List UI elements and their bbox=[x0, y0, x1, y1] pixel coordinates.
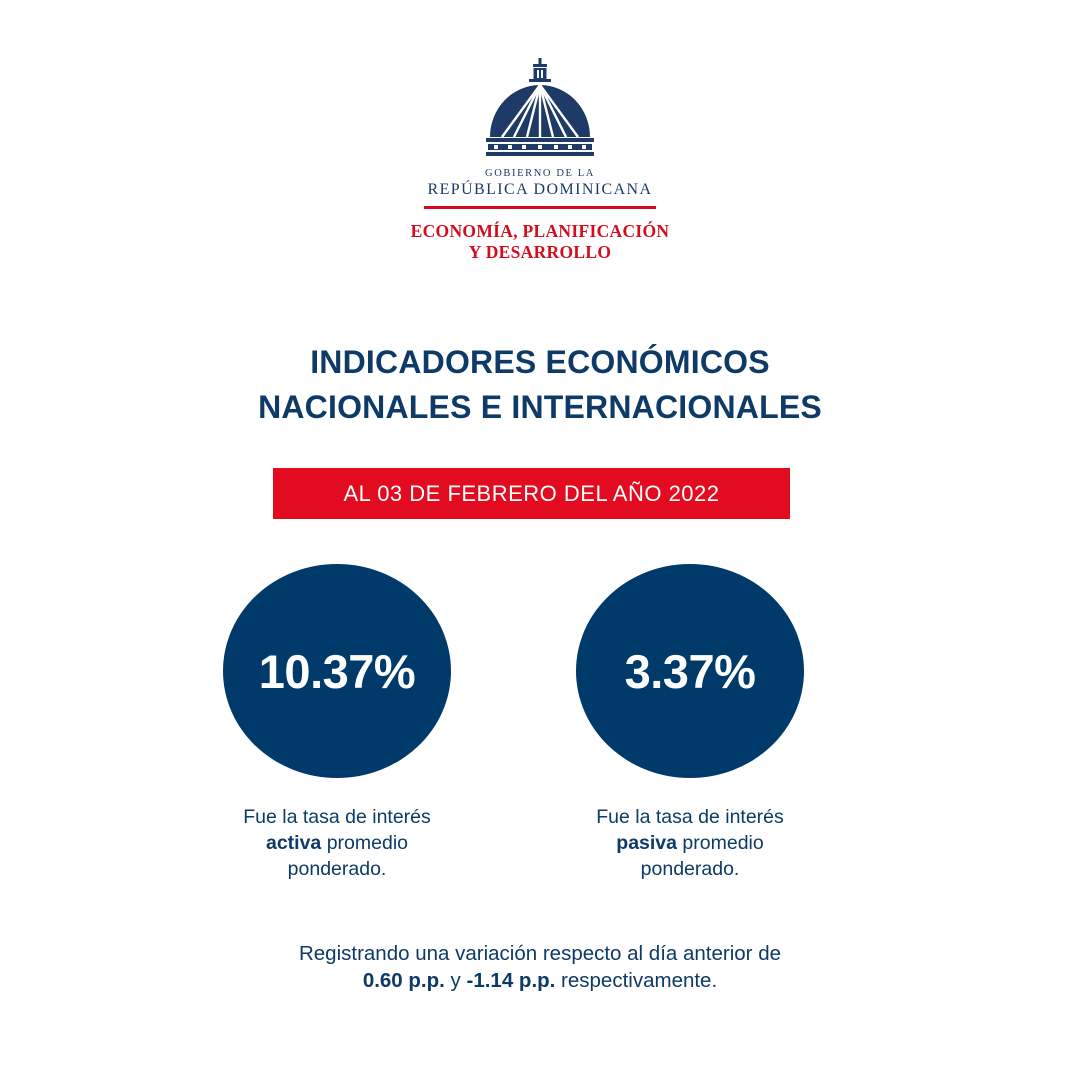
gov-name-small: GOBIERNO DE LA bbox=[485, 168, 595, 179]
logo-divider bbox=[424, 206, 656, 209]
passive-rate-circle bbox=[576, 564, 804, 778]
active-rate-value: 10.37% bbox=[258, 644, 416, 698]
variation-value-active: 0.60 p.p. bbox=[362, 969, 445, 992]
caption-line: Fue la tasa de interés bbox=[243, 806, 431, 828]
gov-name-large: REPÚBLICA DOMINICANA bbox=[427, 181, 653, 198]
variation-line-2 bbox=[0, 967, 1080, 994]
variation-tail: respectivamente. bbox=[555, 969, 718, 992]
active-rate-circle bbox=[223, 564, 451, 778]
caption-bold-term: pasiva bbox=[616, 832, 677, 854]
government-logo bbox=[0, 58, 1080, 263]
caption-bold-term: activa bbox=[265, 832, 322, 854]
variation-value-passive: -1.14 p.p. bbox=[466, 969, 556, 992]
caption-text: promedio bbox=[677, 832, 764, 854]
title-line-2: NACIONALES E INTERNACIONALES bbox=[258, 389, 822, 425]
title-line-1: INDICADORES ECONÓMICOS bbox=[310, 344, 770, 380]
caption-line: ponderado. bbox=[640, 858, 740, 880]
variation-line-1: Registrando una variación respecto al día anterior de bbox=[298, 942, 782, 965]
variation-note bbox=[0, 940, 1080, 994]
caption-line bbox=[177, 830, 497, 856]
capitol-dome-icon bbox=[486, 58, 594, 160]
date-banner: AL 03 DE FEBRERO DEL AÑO 2022 bbox=[273, 468, 790, 519]
caption-line: Fue la tasa de interés bbox=[596, 806, 784, 828]
ministry-line-1: ECONOMÍA, PLANIFICACIÓN bbox=[410, 221, 670, 241]
caption-text: promedio bbox=[321, 832, 408, 854]
active-rate-caption bbox=[177, 804, 497, 882]
caption-line: ponderado. bbox=[287, 858, 387, 880]
passive-rate-value: 3.37% bbox=[624, 644, 756, 698]
ministry-name bbox=[0, 221, 1080, 263]
variation-connector: y bbox=[444, 969, 467, 992]
ministry-line-2: Y DESARROLLO bbox=[468, 242, 612, 262]
caption-line bbox=[530, 830, 850, 856]
passive-rate-caption bbox=[530, 804, 850, 882]
page-title bbox=[0, 340, 1080, 430]
